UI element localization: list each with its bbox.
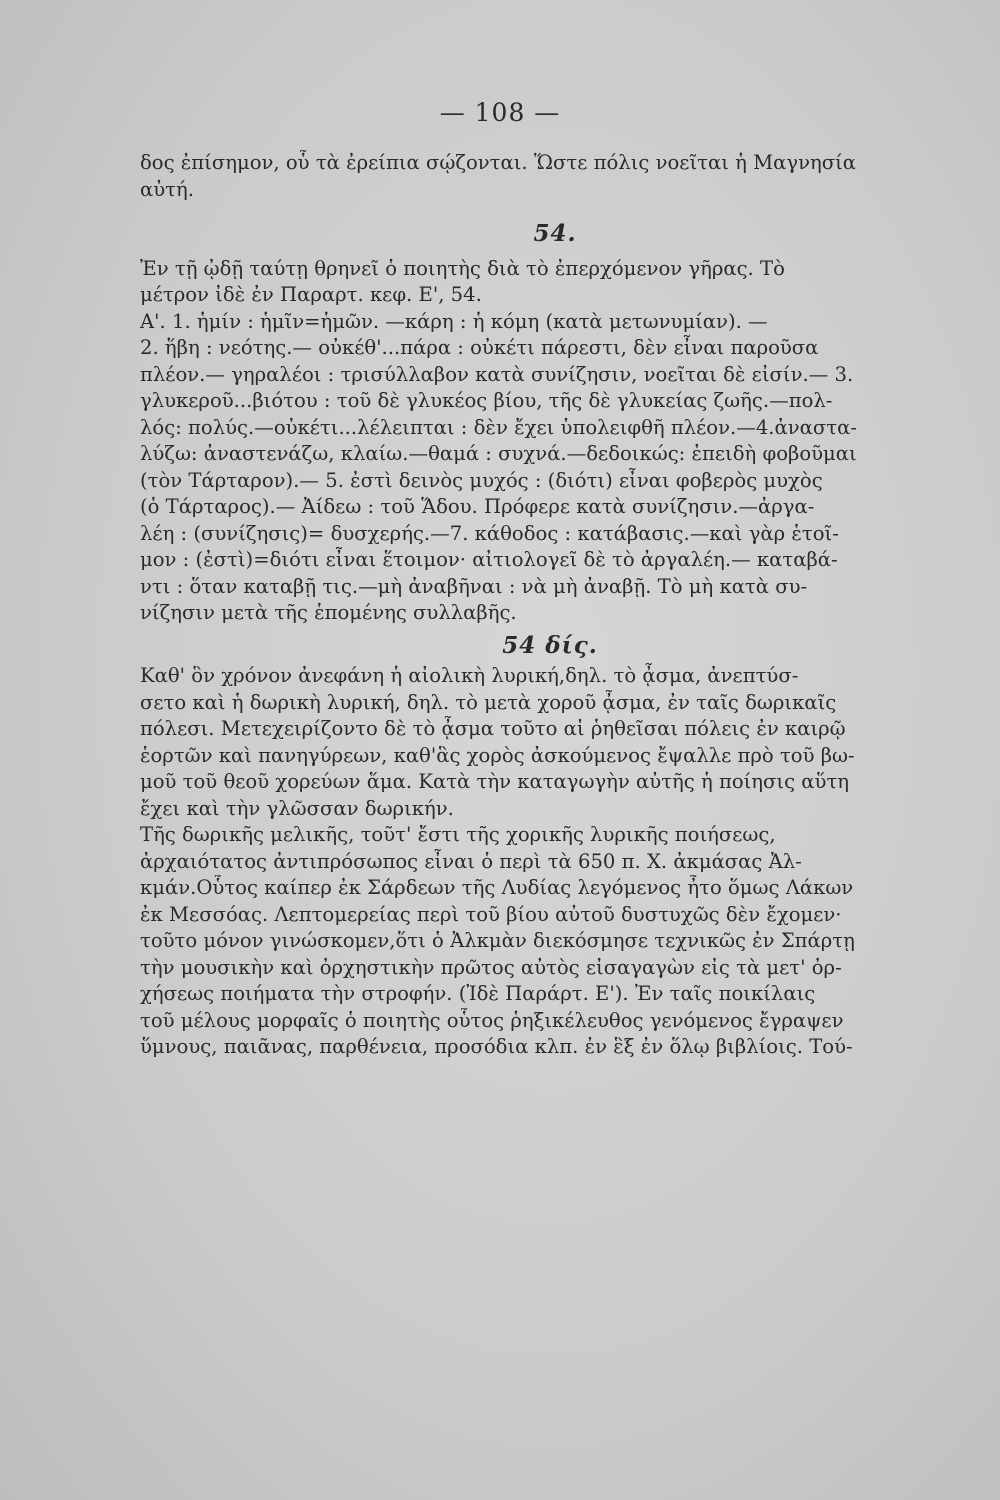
section-54-line: Ἐν τῇ ᾠδῇ ταύτῃ θρηνεῖ ὁ ποιητὴς διὰ τὸ ἐπερχόμενον γῆρας. Τὸ bbox=[140, 256, 785, 280]
page-number: — 108 — bbox=[439, 98, 561, 127]
section-54-line: λέη : (συνίζησις)= δυσχερής.—7. κάθοδος : κατάβασις.—καὶ γὰρ ἑτοῖ- bbox=[140, 521, 839, 545]
paragraph-line: Καθ' ὃν χρόνον ἀνεφάνη ἡ αἰολικὴ λυρική,δηλ. τὸ ᾆσμα, ἀνεπτύσ- bbox=[140, 664, 799, 687]
section-54-line: Α'. 1. ἡμίν : ἡμῖν=ἡμῶν. —κάρη : ἡ κόμη (κατὰ μετωνυμίαν). — bbox=[140, 309, 768, 333]
paragraph-line: τοῦτο μόνον γινώσκομεν,ὅτι ὁ Ἀλκμὰν διεκόσμησε τεχνικῶς ἐν Σπάρτῃ bbox=[140, 929, 855, 952]
paragraph-line: ἀρχαιότατος ἀντιπρόσωπος εἶναι ὁ περὶ τὰ 650 π. Χ. ἀκμάσας Ἀλ- bbox=[140, 849, 802, 873]
section-54-line: μέτρον ἰδὲ ἐν Παραρτ. κεφ. Ε', 54. bbox=[140, 283, 482, 306]
paragraph-line: ἔχει καὶ τὴν γλῶσσαν δωρικήν. bbox=[140, 796, 454, 820]
section-54-line: λός: πολύς.—οὐκέτι...λέλειπται : δὲν ἔχει ὑπολειφθῆ πλέον.—4.ἀναστα- bbox=[140, 415, 857, 439]
section-54bis-heading: 54 δίς. bbox=[502, 631, 598, 659]
section-54-line: 2. ἥβη : νεότης.— οὐκέθ'...πάρα : οὐκέτι πάρεστι, δὲν εἶναι παροῦσα bbox=[140, 336, 819, 359]
section-54-line: νίζησιν μετὰ τῆς ἑπομένης συλλαβῆς. bbox=[140, 601, 517, 624]
paragraph-line: τοῦ μέλους μορφαῖς ὁ ποιητὴς οὗτος ῥηξικέλευθος γενόμενος ἔγραψεν bbox=[140, 1008, 844, 1032]
paragraph-line: ἐκ Μεσσόας. Λεπτομερείας περὶ τοῦ βίου αὐτοῦ δυστυχῶς δὲν ἔχομεν· bbox=[140, 902, 842, 926]
paragraph-line: ἑορτῶν καὶ πανηγύρεων, καθ'ἃς χορὸς ἀσκούμενος ἔψαλλε πρὸ τοῦ βω- bbox=[140, 743, 855, 767]
section-54-line: ντι : ὅταν καταβῇ τις.—μὴ ἀναβῆναι : νὰ μὴ ἀναβῇ. Τὸ μὴ κατὰ συ- bbox=[140, 574, 808, 598]
intro-line: δος ἐπίσημον, οὗ τὰ ἐρείπια σῴζονται. Ὥστε πόλις νοεῖται ἡ Μαγνησία bbox=[140, 151, 857, 174]
section-54-heading: 54. bbox=[533, 220, 577, 247]
paragraph-line: ὕμνους, παιᾶνας, παρθένεια, προσόδια κλπ. ἐν ἓξ ἐν ὅλῳ βιβλίοις. Τού- bbox=[140, 1035, 853, 1058]
section-54-line: λύζω: ἀναστενάζω, κλαίω.—θαμά : συχνά.—δεδοικώς: ἐπειδὴ φοβοῦμαι bbox=[140, 442, 857, 465]
section-54-line: γλυκεροῦ...βιότου : τοῦ δὲ γλυκέος βίου, τῆς δὲ γλυκείας ζωῆς.—πολ- bbox=[140, 389, 833, 412]
paragraph-line: τὴν μουσικὴν καὶ ὀρχηστικὴν πρῶτος αὐτὸς εἰσαγαγὼν εἰς τὰ μετ' ὀρ- bbox=[140, 955, 842, 979]
section-54-line: μον : (ἐστὶ)=διότι εἶναι ἕτοιμον· αἰτιολογεῖ δὲ τὸ ἀργαλέη.— καταβά- bbox=[140, 548, 838, 571]
section-54-line: πλέον.— γηραλέοι : τρισύλλαβον κατὰ συνίζησιν, νοεῖται δὲ εἰσίν.— 3. bbox=[140, 362, 854, 386]
paragraph-line: χήσεως ποιήματα τὴν στροφήν. (Ἰδὲ Παράρτ. Ε'). Ἐν ταῖς ποικίλαις bbox=[140, 982, 816, 1005]
page-body bbox=[140, 150, 960, 1061]
section-54-line: (τὸν Τάρταρον).— 5. ἐστὶ δεινὸς μυχός : (διότι) εἶναι φοβερὸς μυχὸς bbox=[140, 468, 823, 492]
intro-line: αὐτή. bbox=[140, 177, 194, 201]
paragraph-line: σετο καὶ ἡ δωρικὴ λυρική, δηλ. τὸ μετὰ χοροῦ ᾆσμα, ἐν ταῖς δωρικαῖς bbox=[140, 690, 837, 714]
paragraph-line: πόλεσι. Μετεχειρίζοντο δὲ τὸ ᾆσμα τοῦτο αἱ ῥηθεῖσαι πόλεις ἐν καιρῷ bbox=[140, 717, 846, 740]
paragraph-line: μοῦ τοῦ θεοῦ χορεύων ἅμα. Κατὰ τὴν καταγωγὴν αὐτῆς ἡ ποίησις αὕτη bbox=[140, 770, 850, 793]
paragraph-line: κμάν.Οὗτος καίπερ ἐκ Σάρδεων τῆς Λυδίας λεγόμενος ἦτο ὅμως Λάκων bbox=[140, 876, 854, 899]
paragraph-line: Τῆς δωρικῆς μελικῆς, τοῦτ' ἔστι τῆς χορικῆς λυρικῆς ποιήσεως, bbox=[140, 823, 776, 846]
section-54-line: (ὁ Τάρταρος).— Ἀίδεω : τοῦ Ἅδου. Πρόφερε κατὰ συνίζησιν.—ἀργα- bbox=[140, 495, 815, 518]
